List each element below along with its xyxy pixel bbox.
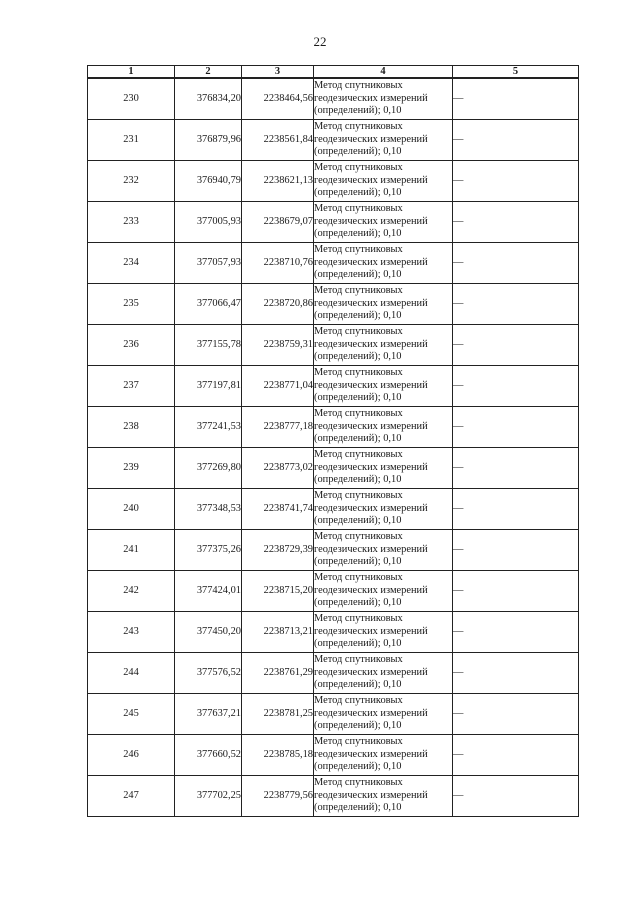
table-row (88, 366, 579, 407)
x-coordinate-cell: 377269,80 (175, 448, 242, 489)
method-text-line: Метод спутниковых (314, 449, 403, 461)
y-coordinate-cell: 2238464,56 (242, 78, 314, 120)
method-text-line: геодезических измерений (314, 92, 428, 104)
method-accuracy-cell (314, 735, 453, 776)
method-text-line: Метод спутниковых (314, 531, 403, 543)
table-row (88, 243, 579, 284)
note-cell: — (453, 612, 579, 653)
point-number-cell: 231 (88, 120, 175, 161)
method-text-line: Метод спутниковых (314, 203, 403, 215)
point-number-cell: 241 (88, 530, 175, 571)
x-coordinate-cell: 377348,53 (175, 489, 242, 530)
point-number-cell: 232 (88, 161, 175, 202)
method-text-line: Метод спутниковых (314, 408, 403, 420)
method-accuracy-cell (314, 120, 453, 161)
method-text-line: (определений); 0,10 (314, 105, 402, 117)
method-text-line: (определений); 0,10 (314, 433, 402, 445)
point-number-cell: 233 (88, 202, 175, 243)
note-cell: — (453, 161, 579, 202)
method-text-line: (определений); 0,10 (314, 351, 402, 363)
point-number-cell: 247 (88, 776, 175, 817)
method-accuracy-cell (314, 243, 453, 284)
point-number-cell: 243 (88, 612, 175, 653)
y-coordinate-cell: 2238761,29 (242, 653, 314, 694)
note-cell: — (453, 202, 579, 243)
table-row (88, 120, 579, 161)
table-row (88, 202, 579, 243)
table-row (88, 284, 579, 325)
method-text-line: Метод спутниковых (314, 80, 403, 92)
note-cell: — (453, 325, 579, 366)
point-number-cell: 234 (88, 243, 175, 284)
method-text-line: геодезических измерений (314, 256, 428, 268)
note-cell: — (453, 653, 579, 694)
method-text-line: геодезических измерений (314, 133, 428, 145)
method-text-line: (определений); 0,10 (314, 556, 402, 568)
y-coordinate-cell: 2238741,74 (242, 489, 314, 530)
y-coordinate-cell: 2238779,56 (242, 776, 314, 817)
y-coordinate-cell: 2238561,84 (242, 120, 314, 161)
table-row (88, 325, 579, 366)
method-text-line: геодезических измерений (314, 707, 428, 719)
method-accuracy-cell (314, 776, 453, 817)
table-row (88, 653, 579, 694)
note-cell: — (453, 284, 579, 325)
method-text-line: (определений); 0,10 (314, 269, 402, 281)
coordinates-table (87, 65, 579, 817)
x-coordinate-cell: 377424,01 (175, 571, 242, 612)
table-row (88, 735, 579, 776)
method-accuracy-cell (314, 612, 453, 653)
table-row (88, 530, 579, 571)
point-number-cell: 242 (88, 571, 175, 612)
point-number-cell: 244 (88, 653, 175, 694)
x-coordinate-cell: 376940,79 (175, 161, 242, 202)
method-text-line: (определений); 0,10 (314, 597, 402, 609)
y-coordinate-cell: 2238715,20 (242, 571, 314, 612)
x-coordinate-cell: 377241,53 (175, 407, 242, 448)
method-text-line: геодезических измерений (314, 502, 428, 514)
x-coordinate-cell: 377702,25 (175, 776, 242, 817)
method-text-line: (определений); 0,10 (314, 310, 402, 322)
method-text-line: Метод спутниковых (314, 162, 403, 174)
y-coordinate-cell: 2238785,18 (242, 735, 314, 776)
x-coordinate-cell: 377576,52 (175, 653, 242, 694)
table-row (88, 448, 579, 489)
method-text-line: (определений); 0,10 (314, 761, 402, 773)
note-cell: — (453, 407, 579, 448)
point-number-cell: 246 (88, 735, 175, 776)
method-accuracy-cell (314, 571, 453, 612)
column-header-1: 1 (88, 66, 175, 79)
table-row (88, 407, 579, 448)
note-cell: — (453, 694, 579, 735)
note-cell: — (453, 735, 579, 776)
method-text-line: геодезических измерений (314, 789, 428, 801)
x-coordinate-cell: 376879,96 (175, 120, 242, 161)
x-coordinate-cell: 377375,26 (175, 530, 242, 571)
note-cell: — (453, 78, 579, 120)
method-text-line: Метод спутниковых (314, 121, 403, 133)
method-text-line: (определений); 0,10 (314, 802, 402, 814)
table-row (88, 694, 579, 735)
method-text-line: (определений); 0,10 (314, 638, 402, 650)
method-accuracy-cell (314, 489, 453, 530)
method-text-line: геодезических измерений (314, 174, 428, 186)
y-coordinate-cell: 2238777,18 (242, 407, 314, 448)
method-text-line: геодезических измерений (314, 584, 428, 596)
method-text-line: Метод спутниковых (314, 572, 403, 584)
method-text-line: геодезических измерений (314, 338, 428, 350)
x-coordinate-cell: 377450,20 (175, 612, 242, 653)
note-cell: — (453, 530, 579, 571)
method-text-line: (определений); 0,10 (314, 187, 402, 199)
table-body (88, 78, 579, 817)
method-text-line: геодезических измерений (314, 215, 428, 227)
method-accuracy-cell (314, 407, 453, 448)
y-coordinate-cell: 2238759,31 (242, 325, 314, 366)
y-coordinate-cell: 2238781,25 (242, 694, 314, 735)
method-text-line: (определений); 0,10 (314, 228, 402, 240)
note-cell: — (453, 366, 579, 407)
method-accuracy-cell (314, 530, 453, 571)
method-accuracy-cell (314, 78, 453, 120)
note-cell: — (453, 489, 579, 530)
method-text-line: геодезических измерений (314, 543, 428, 555)
method-accuracy-cell (314, 284, 453, 325)
method-text-line: Метод спутниковых (314, 736, 403, 748)
x-coordinate-cell: 376834,20 (175, 78, 242, 120)
point-number-cell: 237 (88, 366, 175, 407)
method-text-line: геодезических измерений (314, 297, 428, 309)
method-text-line: Метод спутниковых (314, 777, 403, 789)
method-accuracy-cell (314, 325, 453, 366)
table-row (88, 776, 579, 817)
method-text-line: Метод спутниковых (314, 695, 403, 707)
column-header-3: 3 (242, 66, 314, 79)
method-text-line: Метод спутниковых (314, 244, 403, 256)
x-coordinate-cell: 377057,93 (175, 243, 242, 284)
table-row (88, 489, 579, 530)
method-text-line: (определений); 0,10 (314, 146, 402, 158)
column-header-2: 2 (175, 66, 242, 79)
point-number-cell: 235 (88, 284, 175, 325)
method-text-line: Метод спутниковых (314, 285, 403, 297)
method-text-line: геодезических измерений (314, 666, 428, 678)
y-coordinate-cell: 2238710,76 (242, 243, 314, 284)
note-cell: — (453, 571, 579, 612)
method-text-line: (определений); 0,10 (314, 679, 402, 691)
method-text-line: Метод спутниковых (314, 367, 403, 379)
page-number: 22 (313, 34, 327, 49)
point-number-cell: 240 (88, 489, 175, 530)
point-number-cell: 238 (88, 407, 175, 448)
table-row (88, 571, 579, 612)
method-text-line: геодезических измерений (314, 461, 428, 473)
y-coordinate-cell: 2238679,07 (242, 202, 314, 243)
column-header-4: 4 (314, 66, 453, 79)
x-coordinate-cell: 377197,81 (175, 366, 242, 407)
method-accuracy-cell (314, 202, 453, 243)
method-text-line: Метод спутниковых (314, 490, 403, 502)
y-coordinate-cell: 2238720,86 (242, 284, 314, 325)
method-text-line: Метод спутниковых (314, 326, 403, 338)
method-accuracy-cell (314, 366, 453, 407)
method-text-line: геодезических измерений (314, 420, 428, 432)
table-header-row (88, 66, 579, 79)
method-accuracy-cell (314, 694, 453, 735)
method-text-line: геодезических измерений (314, 379, 428, 391)
table-row (88, 161, 579, 202)
method-text-line: геодезических измерений (314, 748, 428, 760)
point-number-cell: 239 (88, 448, 175, 489)
x-coordinate-cell: 377637,21 (175, 694, 242, 735)
x-coordinate-cell: 377660,52 (175, 735, 242, 776)
point-number-cell: 245 (88, 694, 175, 735)
point-number-cell: 236 (88, 325, 175, 366)
x-coordinate-cell: 377066,47 (175, 284, 242, 325)
method-text-line: Метод спутниковых (314, 654, 403, 666)
y-coordinate-cell: 2238729,39 (242, 530, 314, 571)
method-text-line: (определений); 0,10 (314, 515, 402, 527)
x-coordinate-cell: 377005,93 (175, 202, 242, 243)
x-coordinate-cell: 377155,78 (175, 325, 242, 366)
method-text-line: (определений); 0,10 (314, 392, 402, 404)
y-coordinate-cell: 2238771,04 (242, 366, 314, 407)
y-coordinate-cell: 2238621,13 (242, 161, 314, 202)
note-cell: — (453, 243, 579, 284)
method-text-line: геодезических измерений (314, 625, 428, 637)
y-coordinate-cell: 2238773,02 (242, 448, 314, 489)
y-coordinate-cell: 2238713,21 (242, 612, 314, 653)
table-row (88, 612, 579, 653)
method-accuracy-cell (314, 653, 453, 694)
column-header-5: 5 (453, 66, 579, 79)
method-accuracy-cell (314, 448, 453, 489)
method-text-line: Метод спутниковых (314, 613, 403, 625)
method-text-line: (определений); 0,10 (314, 720, 402, 732)
note-cell: — (453, 448, 579, 489)
point-number-cell: 230 (88, 78, 175, 120)
note-cell: — (453, 120, 579, 161)
method-text-line: (определений); 0,10 (314, 474, 402, 486)
table-row (88, 78, 579, 120)
note-cell: — (453, 776, 579, 817)
method-accuracy-cell (314, 161, 453, 202)
